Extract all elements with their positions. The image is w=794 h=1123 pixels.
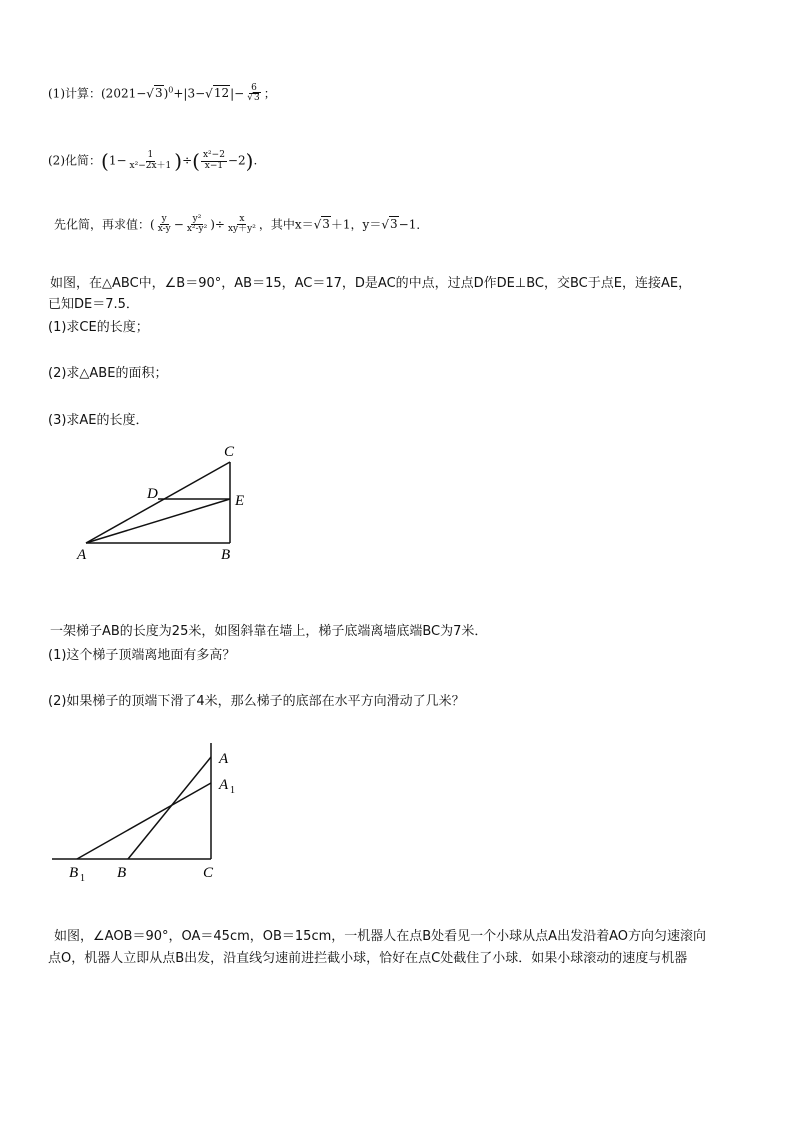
q2-frac1-num: 1 — [147, 150, 154, 161]
label-ladder-A1: A — [219, 777, 229, 793]
q1-exp: 0 — [168, 85, 174, 95]
q1-frac-num: 6 — [251, 83, 257, 93]
q5-part2: (2)如果梯子的顶端下滑了4米，那么梯子的底部在水平方向滑动了几米？ — [48, 694, 465, 709]
q1-line — [48, 84, 276, 104]
q3-f3-num: x — [239, 214, 245, 224]
q3-line: 先化简，再求值：( $\frac{y}{x-y}$ − $\frac{\text{y²}}{\text{x²-y²}}$ )÷ $\frac{x}{\text{xy＋y²}}$ ，其中x＝√3＋1，y＝√3−1． — [54, 214, 429, 235]
q6-line2: 点O，机器人立即从点B出发，沿直线匀速前进拦截小球，恰好在点C处截住了小球．如果小球滚动的速度与机器 — [48, 951, 688, 966]
q1-sqrt12: 12 — [213, 86, 230, 101]
label-ladder-B1-sub: 1 — [80, 873, 85, 884]
ladder-AB — [128, 757, 211, 859]
q1-minus: − — [136, 86, 147, 101]
label-ladder-B1: B — [69, 865, 79, 881]
q3-y-tail: −1． — [398, 217, 429, 232]
paren-close: ) — [174, 149, 183, 173]
q1-prefix: (1)计算： — [48, 86, 101, 101]
q1-close: ) — [163, 86, 169, 101]
q4-part1: (1)求CE的长度； — [48, 320, 149, 335]
q2-frac2-den: x−1 — [204, 160, 224, 171]
q4-line1: 如图，在△ABC中，∠B＝90°，AB＝15，AC＝17，D是AC的中点，过点D作DE⊥BC，交BC于点E，连接AE， — [50, 276, 692, 291]
paren-open: ( — [101, 149, 109, 173]
q1-sqrt3: 3 — [154, 86, 163, 101]
q2-frac1-den: x²−2x＋1 — [129, 160, 172, 171]
q3-fraction-1 — [156, 215, 173, 235]
q3-minus: − — [173, 217, 184, 232]
q2-frac2-num: x²−2 — [202, 150, 225, 161]
label-ladder-A: A — [219, 751, 229, 767]
paren-close: ) — [245, 149, 254, 173]
q1-fraction — [245, 84, 262, 104]
segment-AC — [86, 462, 230, 543]
q3-f1-num: y — [161, 214, 167, 224]
q1-frac-den-sqrt: 3 — [253, 93, 260, 104]
sqrt-symbol: √ — [313, 217, 322, 232]
q3-f2-den: x²-y² — [186, 224, 208, 235]
q3-x-tail: ＋1，y＝ — [330, 217, 382, 232]
q3-fraction-3 — [226, 215, 258, 235]
q4-part3: (3)求AE的长度． — [48, 413, 149, 428]
sqrt-symbol: √ — [381, 217, 389, 232]
q2-fraction-1 — [128, 151, 174, 171]
q1-abs-open: +|3− — [173, 86, 206, 101]
q3-div: ÷ — [214, 217, 225, 232]
sqrt-symbol: √ — [205, 86, 213, 101]
q3-sqrt3a: 3 — [322, 217, 330, 232]
q3-f2-num: y² — [192, 214, 202, 224]
label-C: C — [224, 444, 235, 460]
q1-end: ； — [263, 86, 276, 101]
q3-prefix: 先化简，再求值： — [54, 217, 151, 232]
q1-frac-den: √3 — [247, 93, 260, 104]
label-ladder-C: C — [203, 865, 214, 881]
q3-fraction-2 — [185, 215, 209, 235]
q3-f1-den: x-y — [157, 224, 171, 235]
paren-open: ( — [192, 149, 200, 173]
q2-div: ÷ — [182, 153, 193, 168]
label-E: E — [235, 493, 245, 509]
q2-minus2: −2 — [227, 153, 246, 168]
q3-where: ，其中x＝ — [258, 217, 314, 232]
sqrt-symbol: √ — [146, 86, 154, 101]
label-A: A — [77, 547, 87, 563]
label-ladder-A1-sub: 1 — [230, 785, 235, 796]
q3-sqrt3b: 3 — [390, 217, 398, 232]
label-ladder-B: B — [117, 865, 127, 881]
q4-line2: 已知DE＝7.5． — [48, 297, 139, 312]
label-B: B — [221, 547, 231, 563]
q2-one-minus: 1− — [108, 153, 127, 168]
q5-line1: 一架梯子AB的长度为25米，如图斜靠在墙上，梯子底端离墙底端BC为7米． — [50, 624, 488, 639]
q2-fraction-2 — [201, 151, 227, 171]
q3-f3-den: xy＋y² — [227, 224, 256, 235]
q1-base: (2021 — [101, 86, 137, 101]
segment-AE — [86, 499, 230, 543]
q6-line1: 如图，∠AOB＝90°，OA＝45cm，OB＝15cm，一机器人在点B处看见一个小球从点A出发沿着AO方向匀速滚向 — [54, 929, 706, 944]
label-D: D — [147, 486, 158, 502]
q2-line — [48, 148, 257, 174]
q2-prefix: (2)化简： — [48, 153, 101, 168]
ladder-A1B1 — [77, 783, 211, 859]
q5-part1: (1)这个梯子顶端离地面有多高？ — [48, 648, 236, 663]
q2-end: . — [253, 153, 258, 168]
q4-part2: (2)求△ABE的面积； — [48, 366, 168, 381]
q1-abs-close: |− — [230, 86, 245, 101]
